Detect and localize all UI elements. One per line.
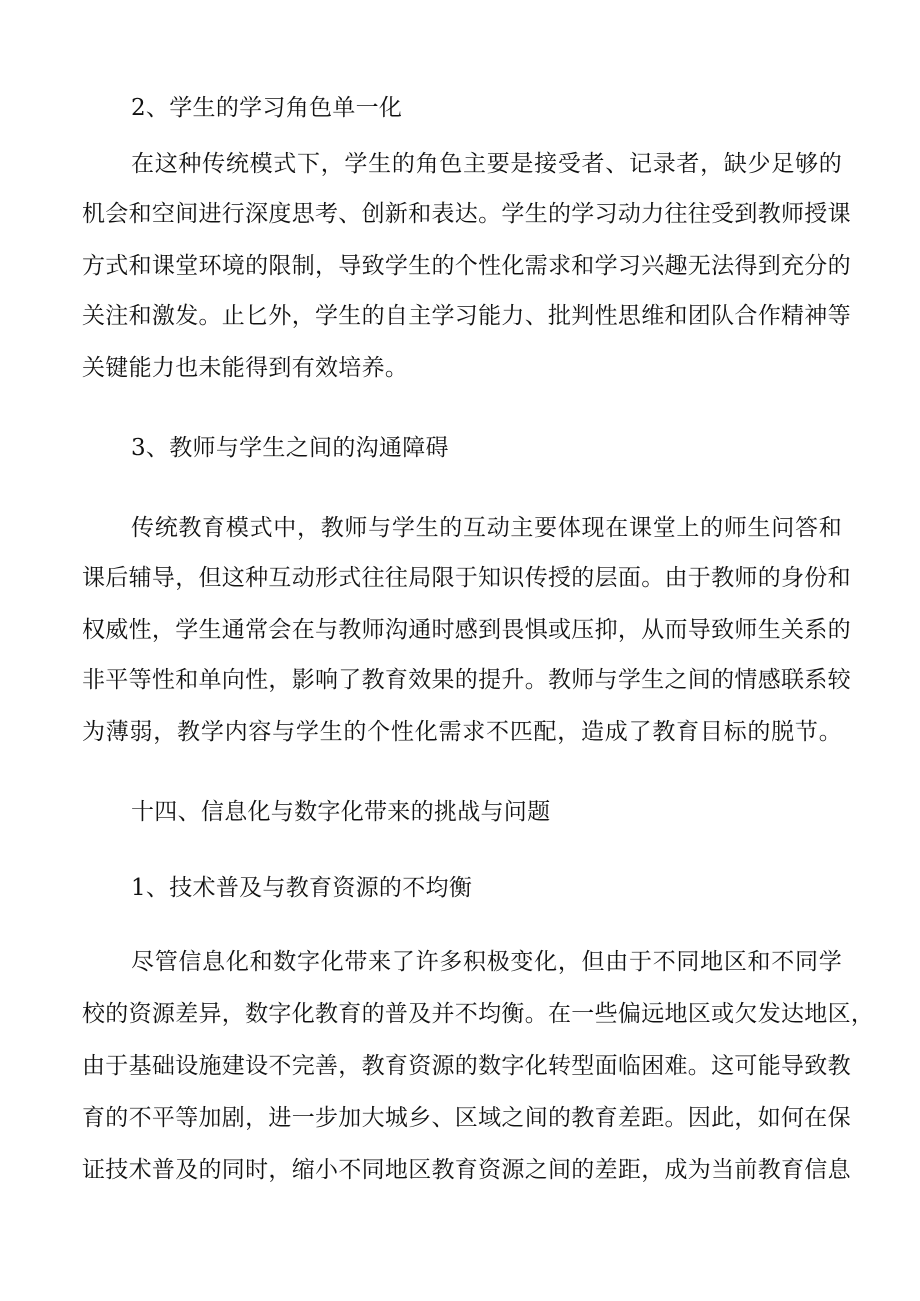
chapter-heading: 十四、信息化与数字化带来的挑战与问题	[131, 799, 551, 825]
paragraph-line: 非平等性和单向性，影响了教育效果的提升。教师与学生之间的情感联系较	[82, 667, 851, 693]
paragraph-line: 课后辅导，但这种互动形式往往局限于知识传授的层面。由于教师的身份和	[82, 565, 851, 591]
section-heading: 1、技术普及与教育资源的不均衡	[131, 875, 473, 901]
paragraph-line: 证技术普及的同时，缩小不同地区教育资源之间的差距，成为当前教育信息	[82, 1157, 851, 1183]
section-heading: 2、学生的学习角色单一化	[131, 95, 403, 121]
paragraph-line: 校的资源差异，数字化教育的普及并不均衡。在一些偏远地区或欠发达地区，	[82, 1001, 875, 1027]
paragraph-line: 机会和空间进行深度思考、创新和表达。学生的学习动力往往受到教师授课	[82, 201, 851, 227]
paragraph-line: 在这种传统模式下，学生的角色主要是接受者、记录者，缺少足够的	[131, 151, 842, 177]
paragraph-line: 尽管信息化和数字化带来了许多积极变化，但由于不同地区和不同学	[131, 949, 842, 975]
paragraph-line: 关注和激发。止匕外，学生的自主学习能力、批判性思维和团队合作精神等	[82, 303, 851, 329]
paragraph-line: 为薄弱，教学内容与学生的个性化需求不匹配，造成了教育目标的脱节。	[82, 719, 842, 745]
paragraph-line: 传统教育模式中，教师与学生的互动主要体现在课堂上的师生问答和	[131, 515, 842, 541]
paragraph-line: 育的不平等加剧，进一步加大城乡、区域之间的教育差距。因此，如何在保	[82, 1105, 851, 1131]
paragraph-line: 方式和课堂环境的限制，导致学生的个性化需求和学习兴趣无法得到充分的	[82, 253, 851, 279]
paragraph-line: 权威性，学生通常会在与教师沟通时感到畏惧或压抑，从而导致师生关系的	[82, 617, 851, 643]
section-heading: 3、教师与学生之间的沟通障碍	[131, 435, 449, 461]
paragraph-line: 由于基础设施建设不完善，教育资源的数字化转型面临困难。这可能导致教	[82, 1053, 851, 1079]
paragraph-line: 关键能力也未能得到有效培养。	[82, 355, 409, 381]
